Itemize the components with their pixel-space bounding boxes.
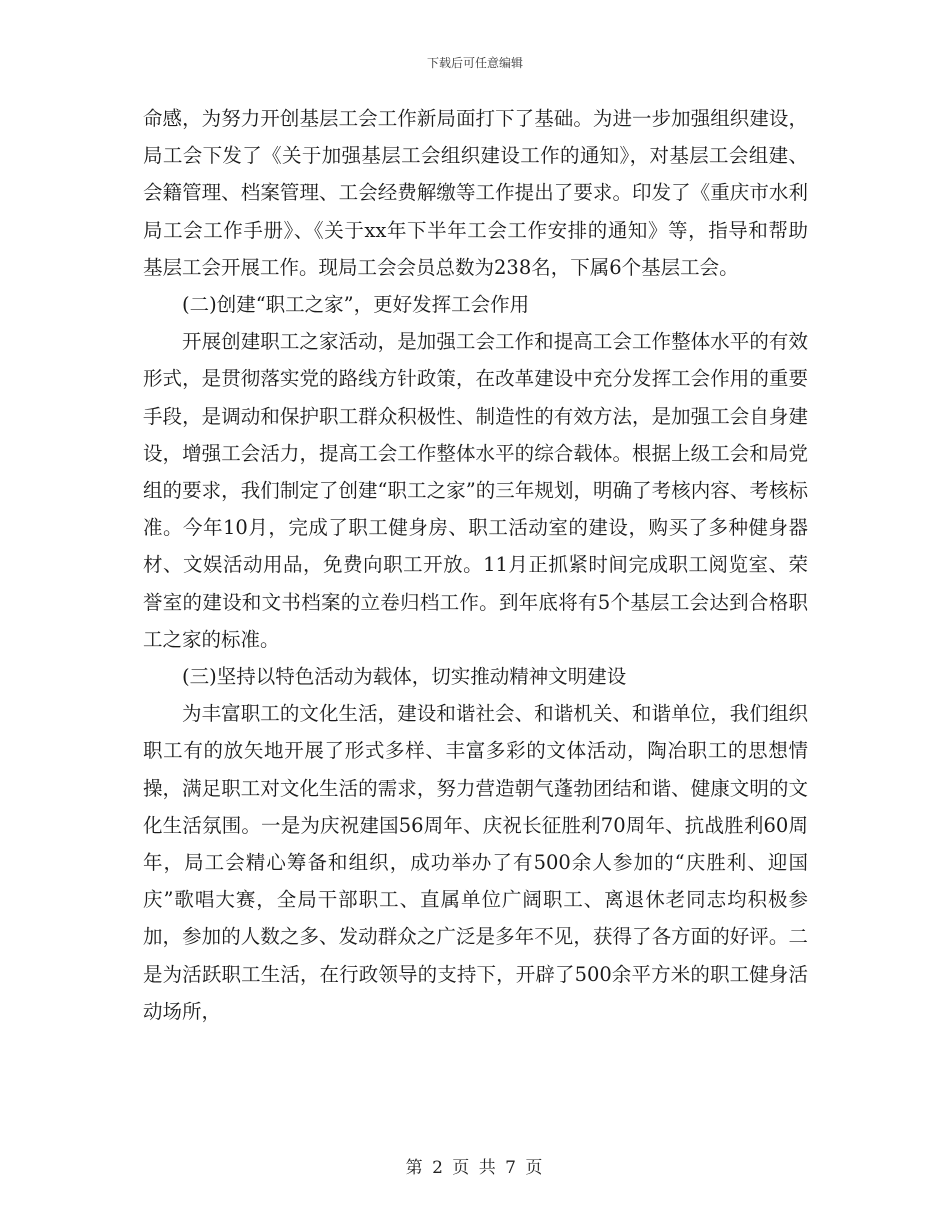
page-number: 第 2 页 共 7 页 xyxy=(405,1158,545,1178)
paragraph-2: 开展创建职工之家活动，是加强工会工作和提高工会工作整体水平的有效形式，是贯彻落实党的路线方针政策，在改革建设中充分发挥工会作用的重要手段，是调动和保护职工群众积极性、制造性的有效方法，是加强工会自身建设，增强工会活力，提高工会工作整体水平的综合载体。根据上级工会和局党组的要求，我们制定了创建“职工之家”的三年规划，明确了考核内容、考核标准。今年10月，完成了职工健身房、职工活动室的建设，购买了多种健身器材、文娱活动用品，免费向职工开放。11月正抓紧时间完成职工阅览室、荣誉室的建设和文书档案的立卷归档工作。到年底将有5个基层工会达到合格职工之家的标准。 xyxy=(143,330,808,651)
paragraph-3: 为丰富职工的文化生活，建设和谐社会、和谐机关、和谐单位，我们组织职工有的放矢地开展了形式多样、丰富多彩的文体活动，陶冶职工的思想情操，满足职工对文化生活的需求，努力营造朝气蓬勃团结和谐、健康文明的文化生活氛围。一是为庆祝建国56周年、庆祝长征胜利70周年、抗战胜利60周年，局工会精心筹备和组织，成功举办了有500余人参加的“庆胜利、迎国庆”歌唱大赛，全局干部职工、直属单位广阔职工、离退休老同志均积极参加，参加的人数之多、发动群众之广泛是多年不见，获得了各方面的好评。二是为活跃职工生活，在行政领导的支持下，开辟了500余平方米的职工健身活动场所， xyxy=(143,702,808,1023)
section-heading-3: (三)坚持以特色活动为载体，切实推动精神文明建设 xyxy=(182,665,627,689)
document-body xyxy=(143,100,808,1030)
page-header: 下载后可任意编辑 xyxy=(426,56,523,70)
paragraph-1: 命感，为努力开创基层工会工作新局面打下了基础。为进一步加强组织建设，局工会下发了《关于加强基层工会组织建设工作的通知》，对基层工会组建、会籍管理、档案管理、工会经费解缴等工作提出了要求。印发了《重庆市水利局工会工作手册》、《关于xx年下半年工会工作安排的通知》等，指导和帮助基层工会开展工作。现局工会会员总数为238名，下属6个基层工会。 xyxy=(143,107,808,279)
section-heading-2: (二)创建“职工之家”，更好发挥工会作用 xyxy=(182,293,530,317)
